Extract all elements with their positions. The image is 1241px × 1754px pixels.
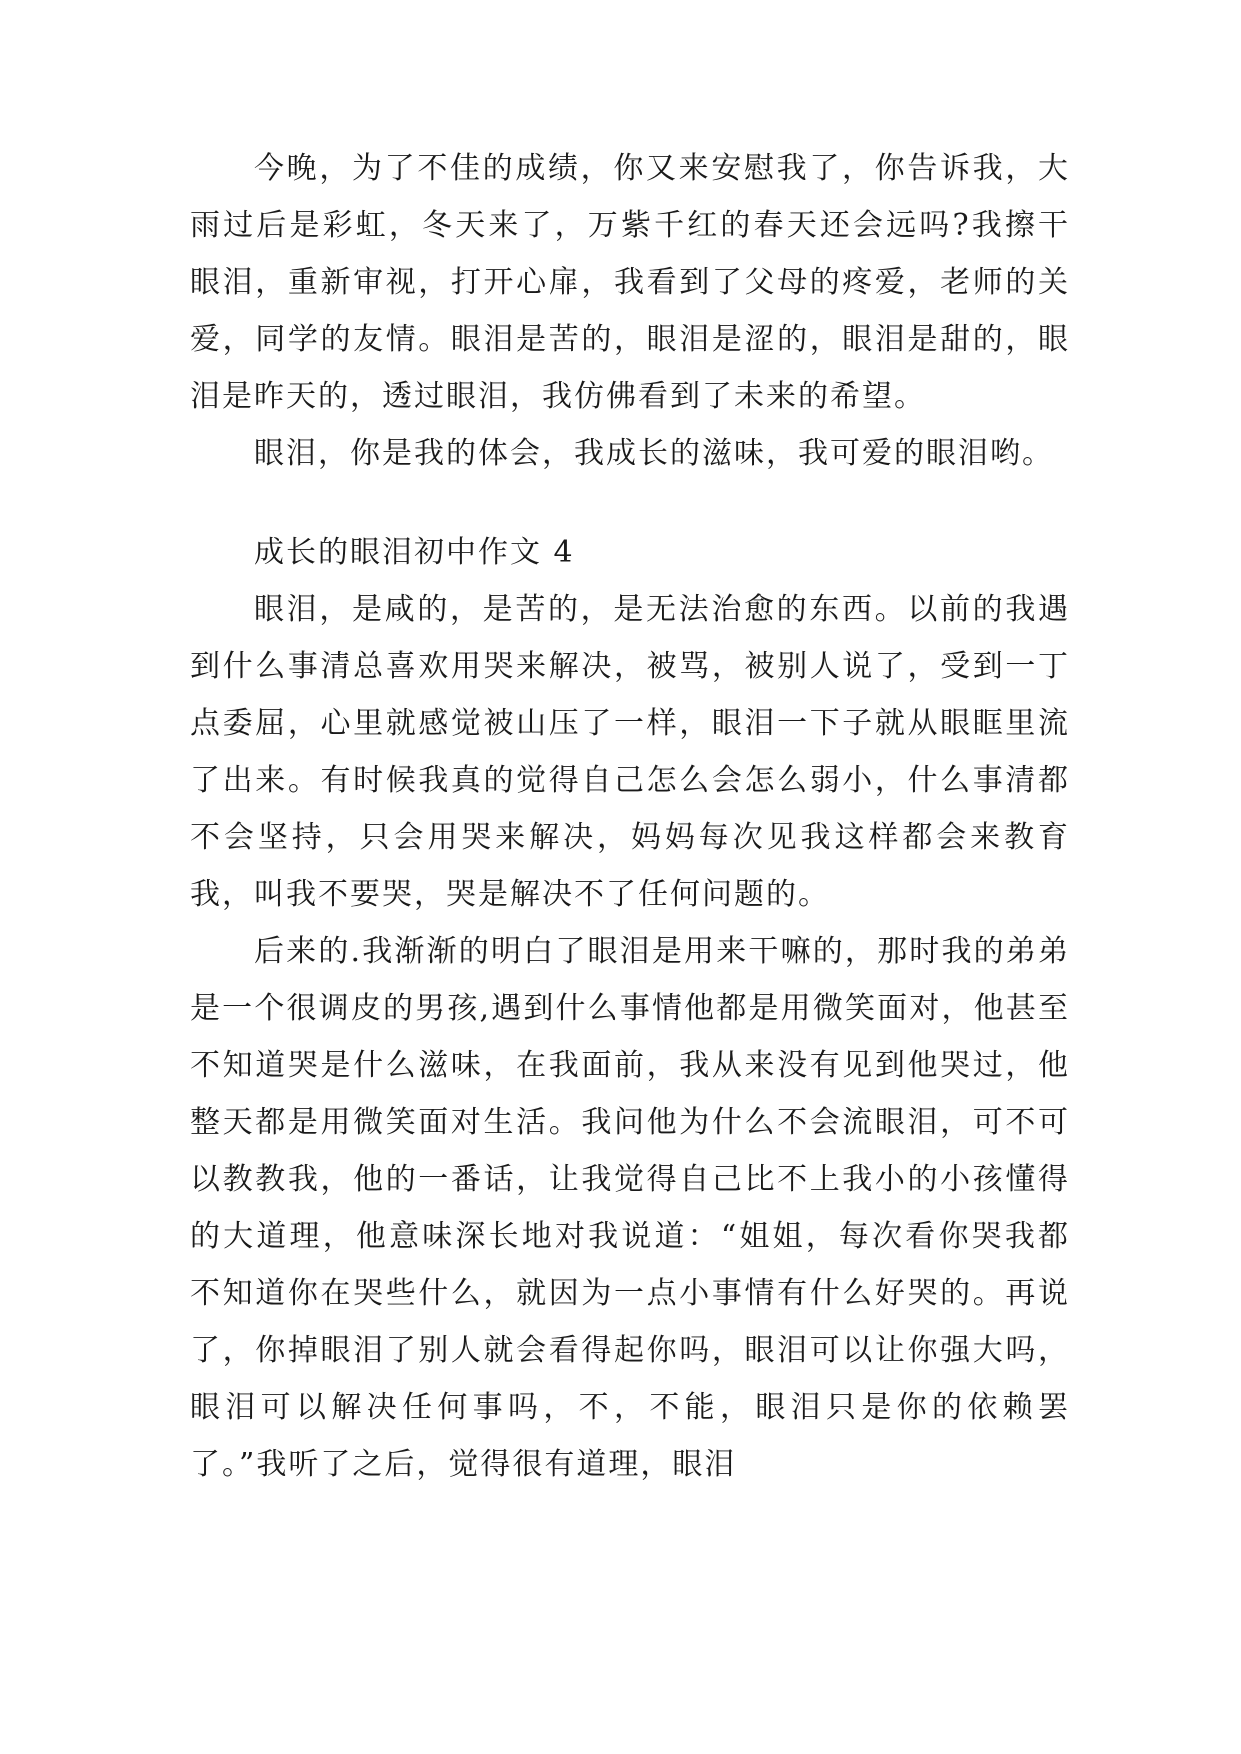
paragraph-1: 今晚，为了不佳的成绩，你又来安慰我了，你告诉我，大雨过后是彩虹，冬天来了，万紫千红的春天还会远吗?我擦干眼泪，重新审视，打开心扉，我看到了父母的疼爱，老师的关爱，同学的友情。眼泪是苦的，眼泪是涩的，眼泪是甜的，眼泪是昨天的，透过眼泪，我仿佛看到了未来的希望。 xyxy=(190,151,1070,414)
paragraph-3: 眼泪，是咸的，是苦的，是无法治愈的东西。以前的我遇到什么事清总喜欢用哭来解决，被骂，被别人说了，受到一丁点委屈，心里就感觉被山压了一样，眼泪一下子就从眼眶里流了出来。有时候我真的觉得自己怎么会怎么弱小，什么事清都不会坚持，只会用哭来解决，妈妈每次见我这样都会来教育我，叫我不要哭，哭是解决不了任何问题的。 xyxy=(190,592,1070,912)
section-title: 成长的眼泪初中作文 4 xyxy=(254,535,575,570)
paragraph-4: 后来的.我渐渐的明白了眼泪是用来干嘛的，那时我的弟弟是一个很调皮的男孩,遇到什么事情他都是用微笑面对，他甚至不知道哭是什么滋味，在我面前，我从来没有见到他哭过，他整天都是用微笑面对生活。我问他为什么不会流眼泪，可不可以教教我，他的一番话，让我觉得自己比不上我小的小孩懂得的大道理，他意味深长地对我说道：“姐姐，每次看你哭我都不知道你在哭些什么，就因为一点小事情有什么好哭的。再说了，你掉眼泪了别人就会看得起你吗，眼泪可以让你强大吗，眼泪可以解决任何事吗，不，不能，眼泪只是你的依赖罢了。”我听了之后，觉得很有道理，眼泪 xyxy=(190,934,1070,1482)
section-gap xyxy=(190,482,1070,524)
paragraph-2: 眼泪，你是我的体会，我成长的滋味，我可爱的眼泪哟。 xyxy=(254,436,1054,471)
document-page xyxy=(190,140,1070,1493)
